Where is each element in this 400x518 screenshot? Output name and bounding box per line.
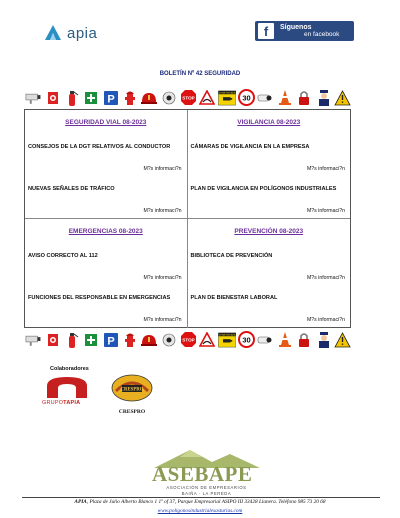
speed-limit-30-icon	[237, 330, 255, 349]
asebape-subtitle-1: ASOCIACIÓN DE EMPRESARIOS	[166, 485, 247, 490]
facebook-follow-button[interactable]	[255, 21, 354, 41]
section-title[interactable]: PREVENCIÓN 08-2023	[234, 228, 304, 235]
svg-text:30: 30	[241, 335, 251, 345]
zona-vigilada-sign-icon	[218, 330, 236, 349]
section-prevencion	[188, 219, 351, 328]
section-title[interactable]: SEGURIDAD VIAL 08-2023	[65, 119, 147, 126]
more-info-link[interactable]: M?s informaci?n	[143, 208, 182, 214]
fire-hydrant-icon	[121, 88, 139, 107]
svg-text:30: 30	[241, 93, 251, 103]
hazard-warning-icon	[334, 330, 352, 349]
article-link[interactable]: AVISO CORRECTO AL 112	[28, 253, 98, 259]
fire-alarm-box-icon	[43, 88, 61, 107]
firefighter-helmet-icon	[140, 330, 158, 349]
guard-icon	[314, 88, 332, 107]
footer-website-link[interactable]: www.poligonosindustrialesasturias.com	[157, 508, 243, 514]
fire-extinguisher-icon	[63, 330, 81, 349]
more-info-link[interactable]: M?s informaci?n	[306, 208, 345, 214]
parking-sign-icon	[101, 330, 119, 349]
section-vigilancia	[188, 110, 351, 219]
grupo-tapia-logo[interactable]	[42, 376, 100, 406]
hazard-warning-icon	[334, 88, 352, 107]
grupo-tapia-arch-icon	[45, 376, 89, 398]
collaborators-label: Colaboradores	[50, 366, 89, 372]
speed-limit-30-icon	[237, 88, 255, 107]
traffic-cone-icon	[276, 330, 294, 349]
crespro-badge-icon	[110, 373, 154, 403]
dome-camera-icon	[160, 88, 178, 107]
stop-sign-icon	[179, 330, 197, 349]
fire-extinguisher-icon	[63, 88, 81, 107]
more-info-link[interactable]: M?s informaci?n	[143, 166, 182, 172]
article-link[interactable]: NUEVAS SEÑALES DE TRÁFICO	[28, 186, 115, 192]
svg-text:ZONA VIGILADA: ZONA VIGILADA	[218, 333, 235, 336]
section-title[interactable]: EMERGENCIAS 08-2023	[68, 228, 143, 235]
crespro-name: CRESPRO	[118, 409, 146, 415]
firefighter-helmet-icon	[140, 88, 158, 107]
article-link[interactable]: BIBLIOTECA DE PREVENCIÓN	[190, 253, 273, 259]
first-aid-box-icon	[82, 88, 100, 107]
svg-text:P: P	[106, 335, 115, 347]
footer-address: APIA, Plaza de Julio Alberto Blanco 1 1º of 37, Parque Empresarial ASIPO III 33428 Llanera. Teléfono 985 73 20 68	[74, 499, 326, 505]
fire-alarm-box-icon	[43, 330, 61, 349]
bulletin-title: BOLETÍN Nº 42 SEGURIDAD	[159, 71, 241, 77]
first-aid-box-icon	[82, 330, 100, 349]
dome-camera-icon	[160, 330, 178, 349]
stop-sign-icon	[179, 88, 197, 107]
article-link[interactable]: FUNCIONES DEL RESPONSABLE EN EMERGENCIAS	[28, 295, 171, 301]
article-link[interactable]: PLAN DE BIENESTAR LABORAL	[190, 295, 278, 301]
article-link[interactable]: CONSEJOS DE LA DGT RELATIVOS AL CONDUCTOR	[28, 144, 171, 150]
more-info-link[interactable]: M?s informaci?n	[306, 275, 345, 281]
svg-text:P: P	[106, 93, 115, 105]
article-link[interactable]: PLAN DE VIGILANCIA EN POLÍGONOS INDUSTRIALES	[190, 186, 337, 192]
facebook-line2: en facebook	[304, 31, 340, 38]
padlock-icon	[295, 88, 313, 107]
section-emergencias	[25, 219, 188, 328]
parking-sign-icon	[101, 88, 119, 107]
icon-strip-bottom	[24, 330, 352, 349]
apia-triangle-logo-icon	[44, 24, 62, 42]
apia-logo[interactable]	[44, 24, 97, 42]
svg-text:ZONA VIGILADA: ZONA VIGILADA	[218, 91, 235, 94]
article-link[interactable]: CÁMARAS DE VIGILANCIA EN LA EMPRESA	[190, 144, 310, 150]
speed-bump-icon	[198, 88, 216, 107]
speed-bump-icon	[198, 330, 216, 349]
more-info-link[interactable]: M?s informaci?n	[306, 317, 345, 323]
facebook-line1: Síguenos	[280, 24, 312, 31]
bullet-camera-icon	[256, 88, 274, 107]
crespro-logo[interactable]	[108, 373, 156, 415]
svg-text:STOP: STOP	[181, 337, 195, 343]
svg-text:STOP: STOP	[181, 95, 195, 101]
section-title[interactable]: VIGILANCIA 08-2023	[237, 119, 301, 126]
traffic-cone-icon	[276, 88, 294, 107]
sections-grid	[24, 109, 351, 328]
zona-vigilada-sign-icon	[218, 88, 236, 107]
security-camera-icon	[24, 330, 42, 349]
asebape-name: ASEBAPE	[152, 462, 253, 486]
facebook-f-icon: f	[258, 23, 274, 39]
more-info-link[interactable]: M?s informaci?n	[143, 275, 182, 281]
bullet-camera-icon	[256, 330, 274, 349]
security-camera-icon	[24, 88, 42, 107]
padlock-icon	[295, 330, 313, 349]
guard-icon	[314, 330, 332, 349]
footer-divider	[22, 497, 380, 498]
section-seguridad-vial	[25, 110, 188, 219]
svg-text:CRESPRO: CRESPRO	[120, 387, 144, 393]
apia-logo-text: apia	[67, 24, 98, 42]
more-info-link[interactable]: M?s informaci?n	[143, 317, 182, 323]
fire-hydrant-icon	[121, 330, 139, 349]
grupo-tapia-name: GRUPOTAPIA	[42, 400, 81, 406]
more-info-link[interactable]: M?s informaci?n	[306, 166, 345, 172]
icon-strip-top	[24, 88, 352, 107]
asebape-subtitle-2: BAIÑA · LA PEREDA	[181, 491, 232, 496]
